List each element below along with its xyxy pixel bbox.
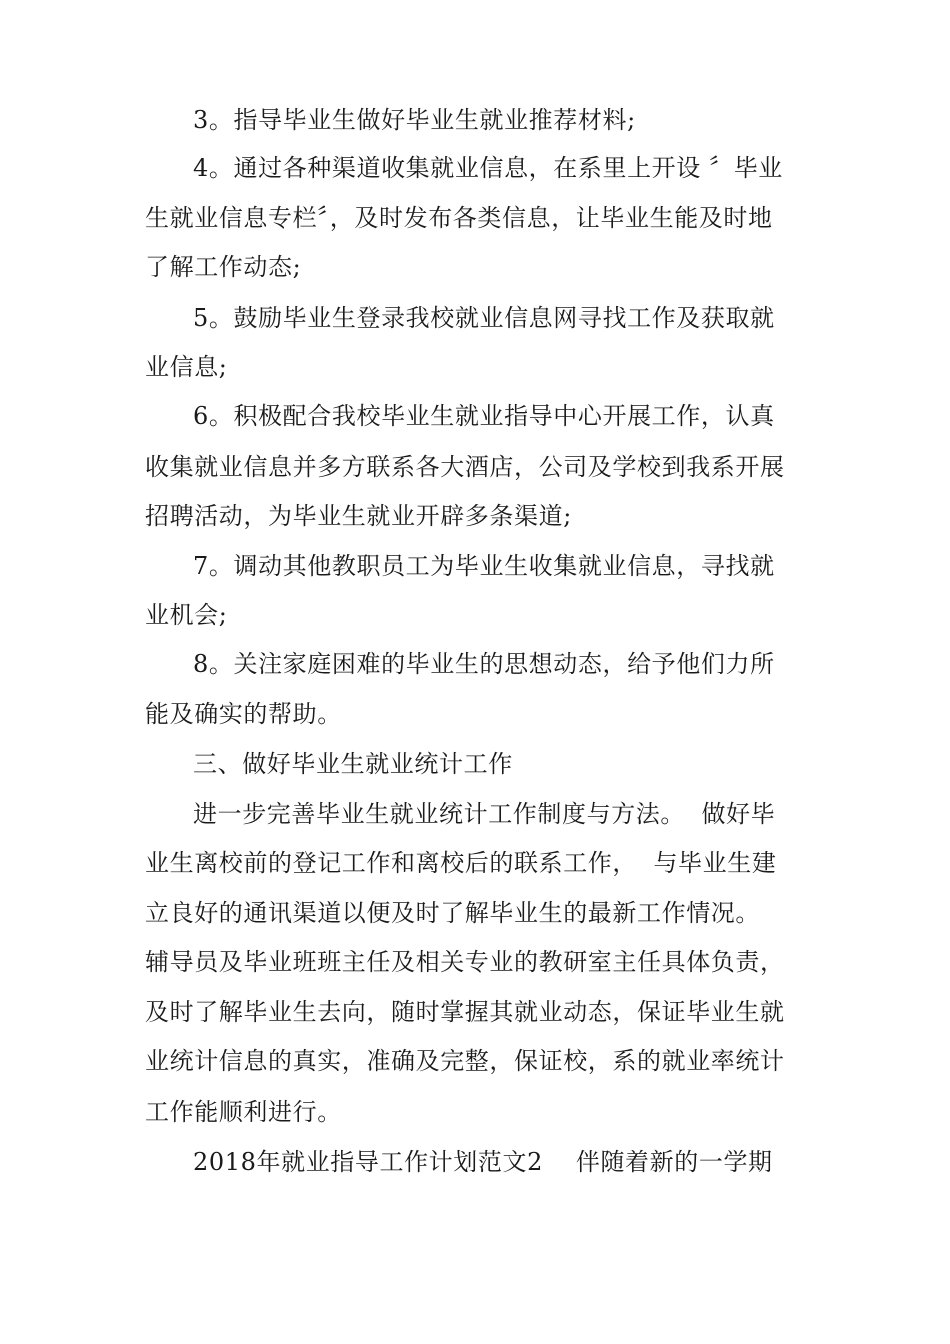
text-line: 生就业信息专栏〞，及时发布各类信息，让毕业生能及时地 xyxy=(145,204,773,232)
text-line: 辅导员及毕业班班主任及相关专业的教研室主任具体负责， xyxy=(145,948,785,976)
section-heading: 三、做好毕业生就业统计工作 xyxy=(193,750,513,778)
text-line: 进一步完善毕业生就业统计工作制度与方法。 做好毕 xyxy=(193,800,776,828)
text-line: 了解工作动态; xyxy=(145,253,302,281)
text-line: 工作能顺利进行。 xyxy=(145,1098,342,1126)
text-line: 6。积极配合我校毕业生就业指导中心开展工作，认真 xyxy=(193,402,775,430)
text-line: 4。通过各种渠道收集就业信息，在系里上开设 〞毕业 xyxy=(193,154,783,182)
text-line: 5。鼓励毕业生登录我校就业信息网寻找工作及获取就 xyxy=(193,304,775,332)
text-line: 业生离校前的登记工作和离校后的联系工作， 与毕业生建 xyxy=(145,849,777,877)
text-line: 及时了解毕业生去向，随时掌握其就业动态，保证毕业生就 xyxy=(145,998,785,1026)
text-line: 8。关注家庭困难的毕业生的思想动态，给予他们力所 xyxy=(193,650,775,678)
text-line: 收集就业信息并多方联系各大酒店，公司及学校到我系开展 xyxy=(145,453,785,481)
text-line: 2018年就业指导工作计划范文2 伴随着新的一学期 xyxy=(193,1148,773,1176)
text-line: 招聘活动，为毕业生就业开辟多条渠道; xyxy=(145,502,572,530)
text-line: 业信息; xyxy=(145,353,228,381)
text-line: 7。调动其他教职员工为毕业生收集就业信息，寻找就 xyxy=(193,552,775,580)
text-line: 业统计信息的真实，准确及完整，保证校，系的就业率统计 xyxy=(145,1047,785,1075)
text-line: 3。指导毕业生做好毕业生就业推荐材料; xyxy=(193,106,636,134)
text-line: 立良好的通讯渠道以便及时了解毕业生的最新工作情况。 xyxy=(145,899,760,927)
text-line: 业机会; xyxy=(145,601,228,629)
text-line: 能及确实的帮助。 xyxy=(145,700,342,728)
